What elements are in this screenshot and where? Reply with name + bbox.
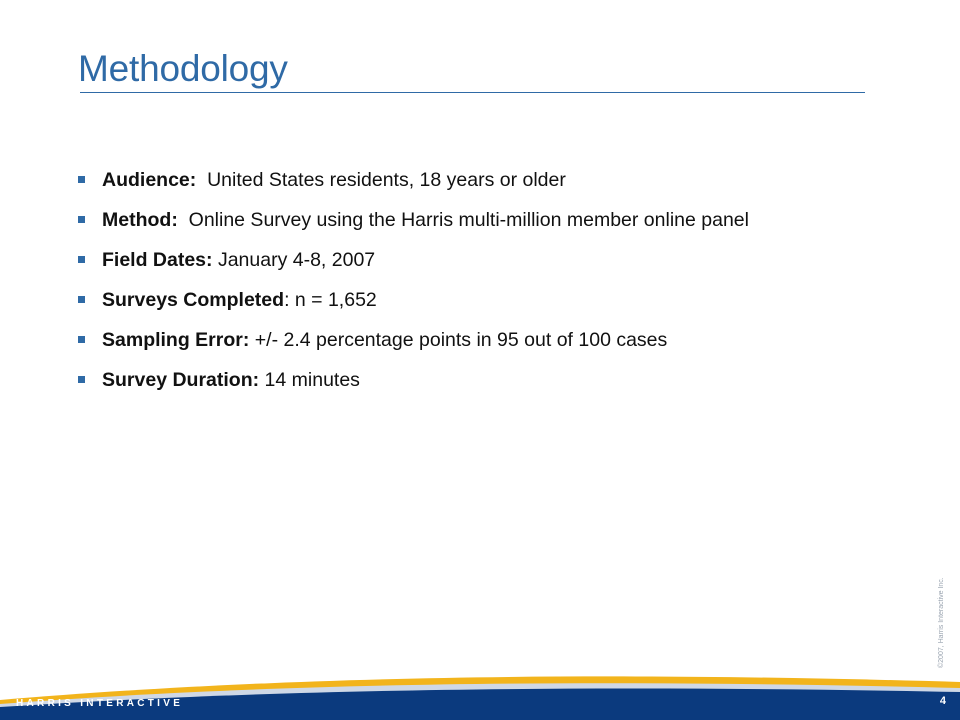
footer-swoosh xyxy=(0,660,960,720)
square-bullet-icon xyxy=(78,336,85,343)
square-bullet-icon xyxy=(78,296,85,303)
methodology-list xyxy=(78,168,858,408)
bullet-method xyxy=(78,208,858,232)
bullet-text: 14 minutes xyxy=(259,369,360,391)
bullet-text: : n = 1,652 xyxy=(284,289,377,311)
square-bullet-icon xyxy=(78,216,85,223)
bullet-label: Audience: xyxy=(102,169,197,191)
brand-wordmark: HARRIS INTERACTIVE xyxy=(16,698,184,709)
square-bullet-icon xyxy=(78,376,85,383)
square-bullet-icon xyxy=(78,176,85,183)
bullet-text: +/- 2.4 percentage points in 95 out of 100 cases xyxy=(249,329,668,351)
bullet-surveys-completed xyxy=(78,288,858,312)
bullet-label: Sampling Error: xyxy=(102,329,250,351)
title-underline xyxy=(80,92,865,93)
bullet-text: Online Survey using the Harris multi-million member online panel xyxy=(177,209,749,231)
bullet-audience xyxy=(78,168,858,192)
page-number: 4 xyxy=(939,695,946,707)
square-bullet-icon xyxy=(78,256,85,263)
bullet-label: Method: xyxy=(102,209,178,231)
bullet-survey-duration xyxy=(78,368,858,392)
bullet-label: Field Dates: xyxy=(102,249,213,271)
bullet-text: January 4-8, 2007 xyxy=(212,249,376,271)
bullet-field-dates xyxy=(78,248,858,272)
bullet-text: United States residents, 18 years or older xyxy=(196,169,566,191)
bullet-label: Surveys Completed xyxy=(102,289,285,311)
bullet-label: Survey Duration: xyxy=(102,369,260,391)
copyright-notice: ©2007, Harris Interactive Inc. xyxy=(938,577,945,668)
bullet-sampling-error xyxy=(78,328,858,352)
slide-title: Methodology xyxy=(78,48,288,89)
